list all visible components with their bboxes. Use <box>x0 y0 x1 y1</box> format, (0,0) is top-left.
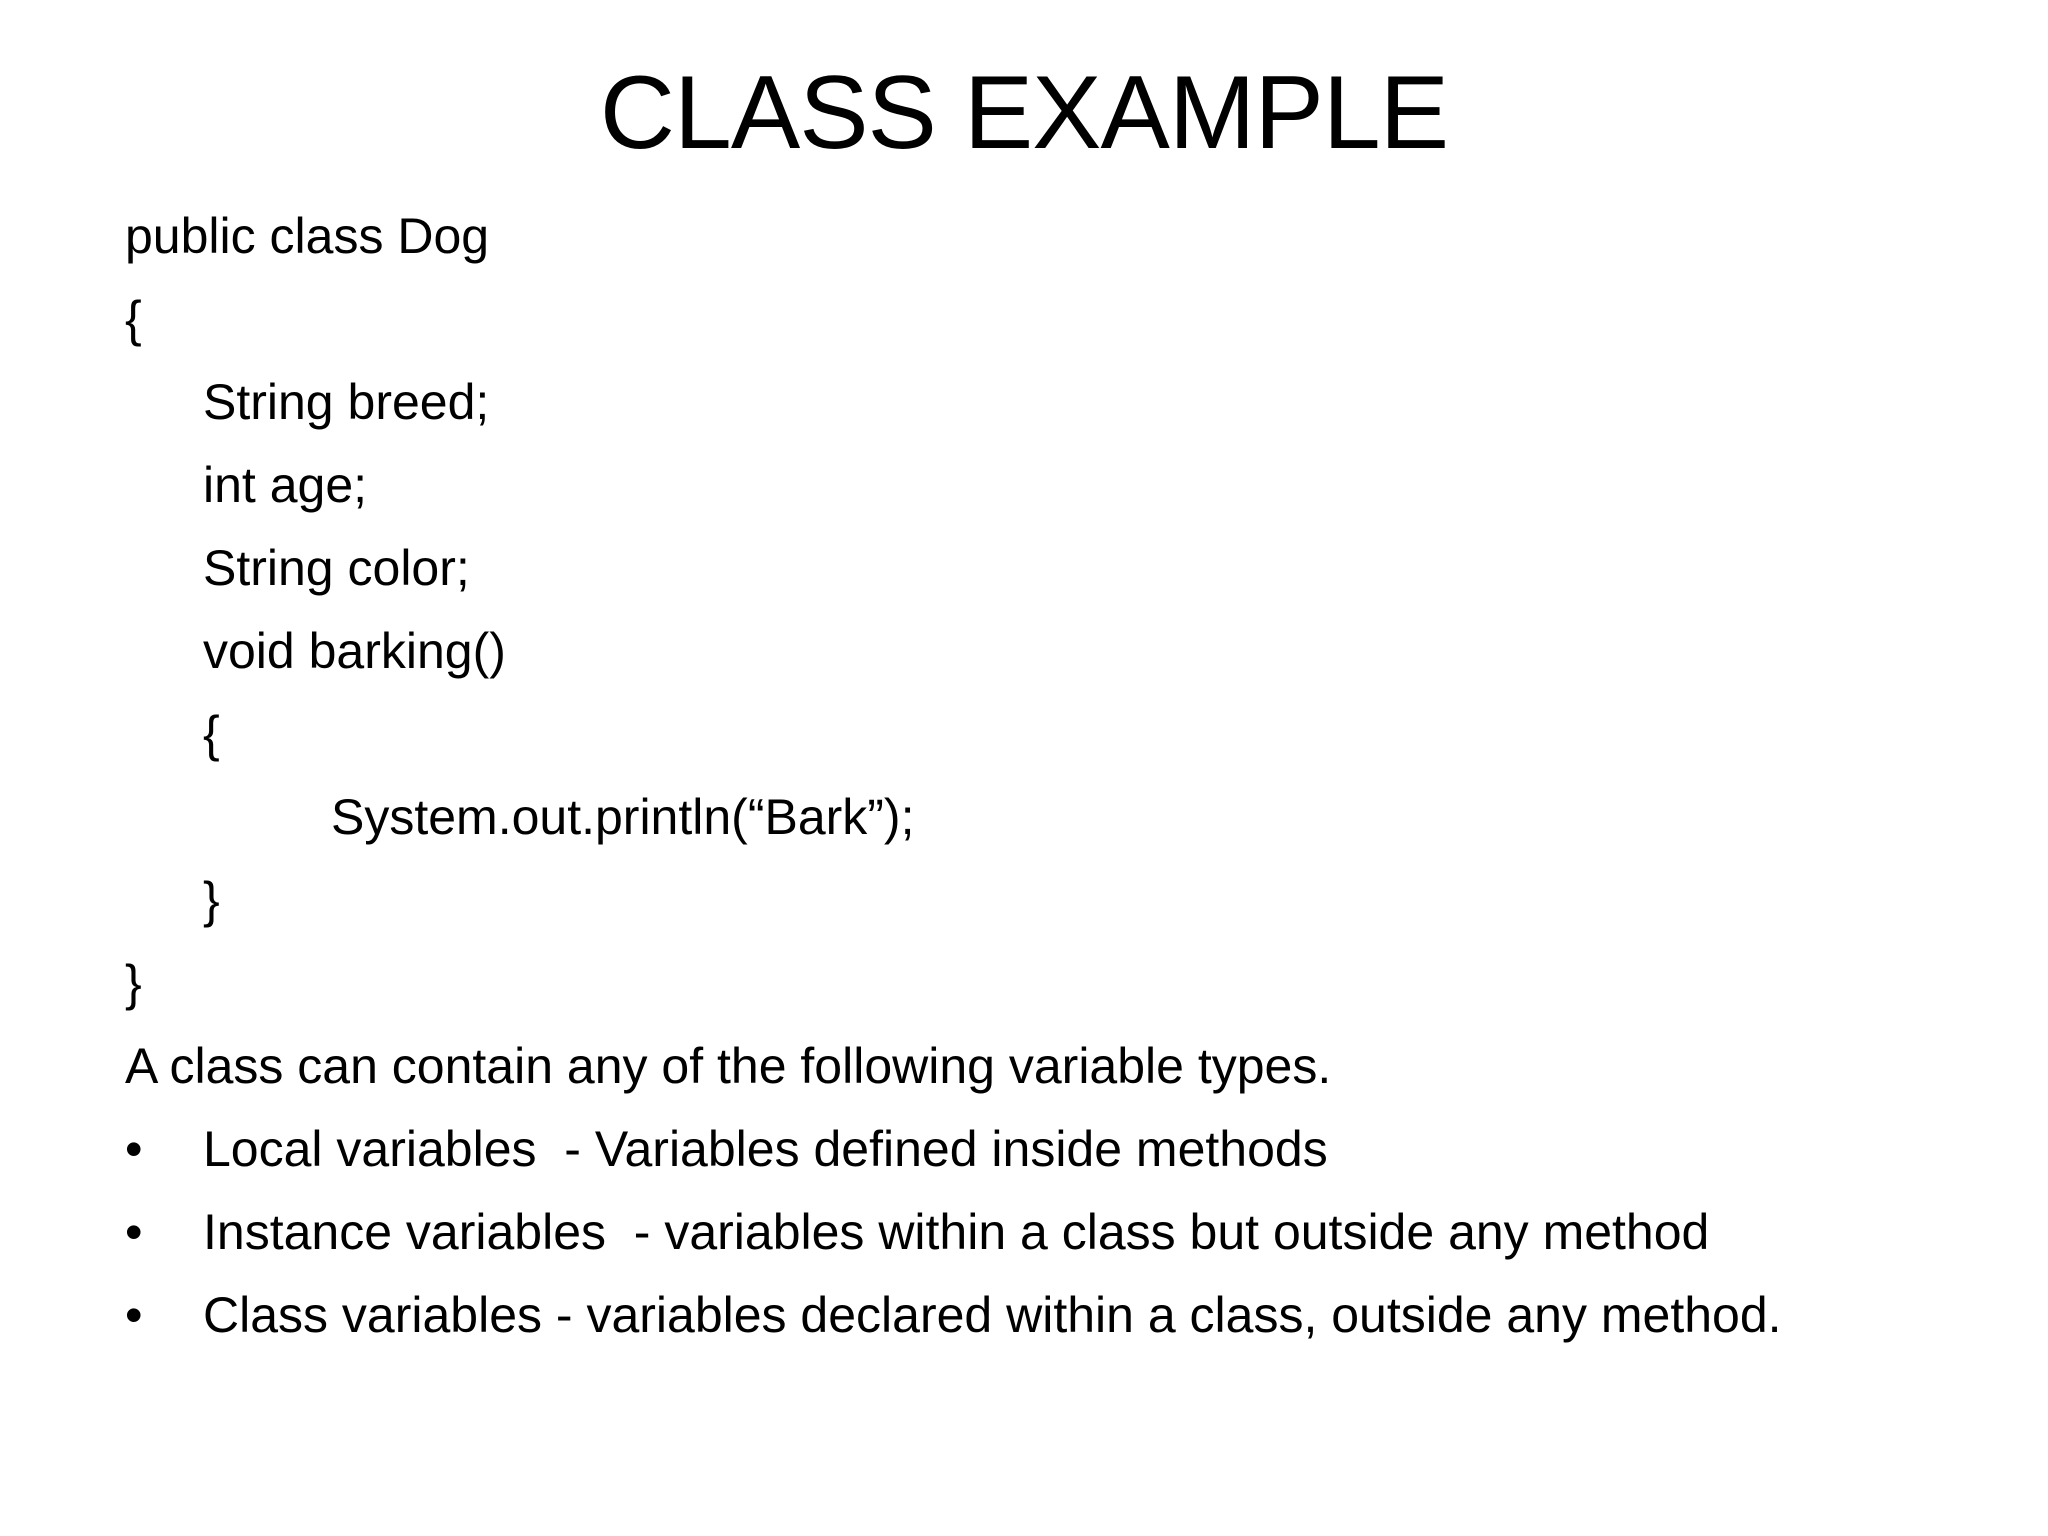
bullet-icon: • <box>125 1287 143 1343</box>
intro-text: A class can contain any of the following variable types. <box>125 1038 1332 1094</box>
slide-body <box>125 195 1985 1357</box>
code-line: void barking() <box>203 623 506 679</box>
bullet-text: Class variables - variables declared within a class, outside any method. <box>203 1287 1782 1343</box>
code-line: int age; <box>203 457 368 513</box>
bullet-item <box>125 1191 1985 1274</box>
code-line: String breed; <box>203 374 490 430</box>
code-line: { <box>203 706 220 762</box>
slide-title: CLASS EXAMPLE <box>599 55 1449 171</box>
code-line: String color; <box>203 540 470 596</box>
bullet-text: Local variables - Variables defined inside methods <box>203 1121 1328 1177</box>
bullet-item <box>125 1108 1985 1191</box>
bullet-text: Instance variables - variables within a class but outside any method <box>203 1204 1710 1260</box>
bullet-icon: • <box>125 1121 143 1177</box>
code-line: } <box>203 872 220 928</box>
bullet-icon: • <box>125 1204 143 1260</box>
code-line: { <box>125 291 142 347</box>
bullet-item <box>125 1274 1985 1357</box>
code-line: System.out.println(“Bark”); <box>331 789 915 845</box>
code-line: } <box>125 955 142 1011</box>
code-line: public class Dog <box>125 208 490 264</box>
